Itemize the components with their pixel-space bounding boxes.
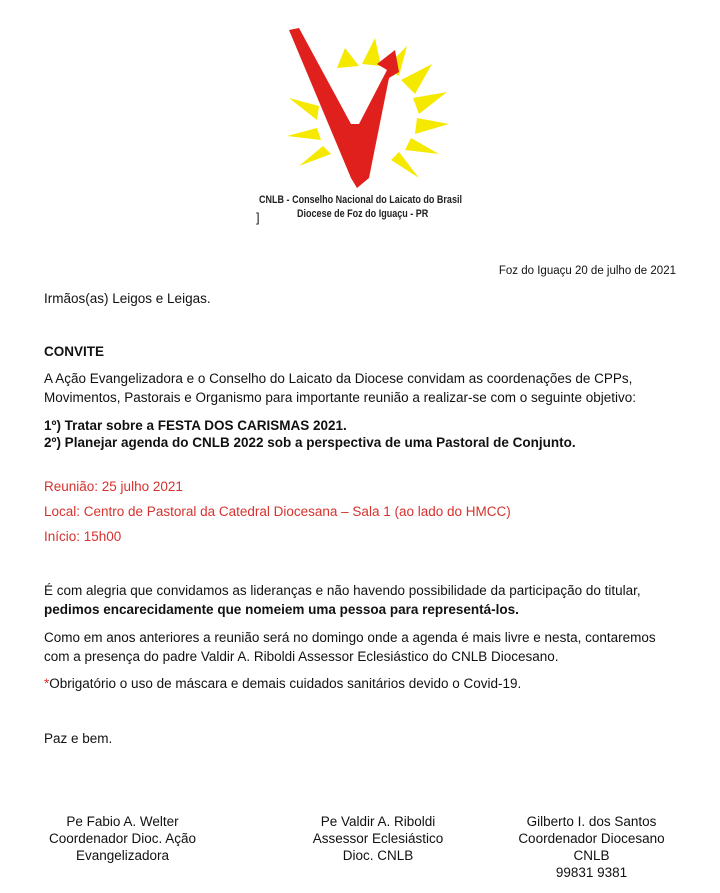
signature-block xyxy=(40,813,205,864)
intro-paragraph: A Ação Evangelizadora e o Conselho do Laicato da Diocese convidam as coordenações de CPPs, Movimentos, Pastorais e Organismo para importante reunião a realizar-se com o seguinte objetivo: xyxy=(44,371,637,405)
objectives-list xyxy=(44,417,694,451)
stray-bracket: ] xyxy=(256,210,260,225)
signature-line: Coordenador Dioc. Ação xyxy=(48,831,197,846)
mask-asterisk: * xyxy=(44,676,50,691)
signature-block xyxy=(298,813,458,864)
letter-greeting: Irmãos(as) Leigos e Leigas. xyxy=(44,291,211,306)
meeting-start-time: Início: 15h00 xyxy=(44,529,122,544)
letter-farewell: Paz e bem. xyxy=(44,731,113,746)
mask-notice xyxy=(44,674,684,693)
objective-item: 1º) Tratar sobre a FESTA DOS CARISMAS 2021. xyxy=(44,418,347,433)
logo-title: CNLB - Conselho Nacional do Laicato do Brasil xyxy=(259,194,462,206)
signature-phone: 99831 9381 xyxy=(555,865,628,880)
note-paragraph: Como em anos anteriores a reunião será no domingo onde a agenda é mais livre e nesta, contaremos com a presença do padre Valdir A. Riboldi Assessor Eclesiástico do CNLB Diocesano. xyxy=(44,630,656,664)
signature-line: CNLB xyxy=(573,848,610,863)
signature-line: Evangelizadora xyxy=(75,848,170,863)
invite-paragraph xyxy=(44,581,684,619)
mask-text: Obrigatório o uso de máscara e demais cuidados sanitários devido o Covid-19. xyxy=(49,676,522,691)
signature-line: Assessor Eclesiástico xyxy=(312,831,444,846)
letter-date: Foz do Iguaçu 20 de julho de 2021 xyxy=(498,265,676,277)
signature-name: Pe Fabio A. Welter xyxy=(66,814,179,829)
cnlb-emblem-icon xyxy=(267,28,457,193)
signature-name: Gilberto I. dos Santos xyxy=(526,814,657,829)
signature-line: Coordenador Diocesano xyxy=(518,831,665,846)
meeting-location: Local: Centro de Pastoral da Catedral Diocesana – Sala 1 (ao lado do HMCC) xyxy=(44,504,511,519)
invite-emphasis: pedimos encarecidamente que nomeiem uma pessoa para representá-los. xyxy=(44,602,519,617)
meeting-date: Reunião: 25 julho 2021 xyxy=(44,479,183,494)
invite-text: É com alegria que convidamos as lideranças e não havendo possibilidade da participação do titular, xyxy=(44,583,641,598)
objective-item: 2º) Planejar agenda do CNLB 2022 sob a perspectiva de uma Pastoral de Conjunto. xyxy=(44,435,576,450)
letter-heading: CONVITE xyxy=(44,344,105,359)
signature-block xyxy=(504,813,679,881)
signature-line: Dioc. CNLB xyxy=(342,848,414,863)
signature-name: Pe Valdir A. Riboldi xyxy=(320,814,436,829)
cnlb-logo xyxy=(255,28,470,228)
logo-subtitle: Diocese de Foz do Iguaçu - PR xyxy=(297,208,429,220)
